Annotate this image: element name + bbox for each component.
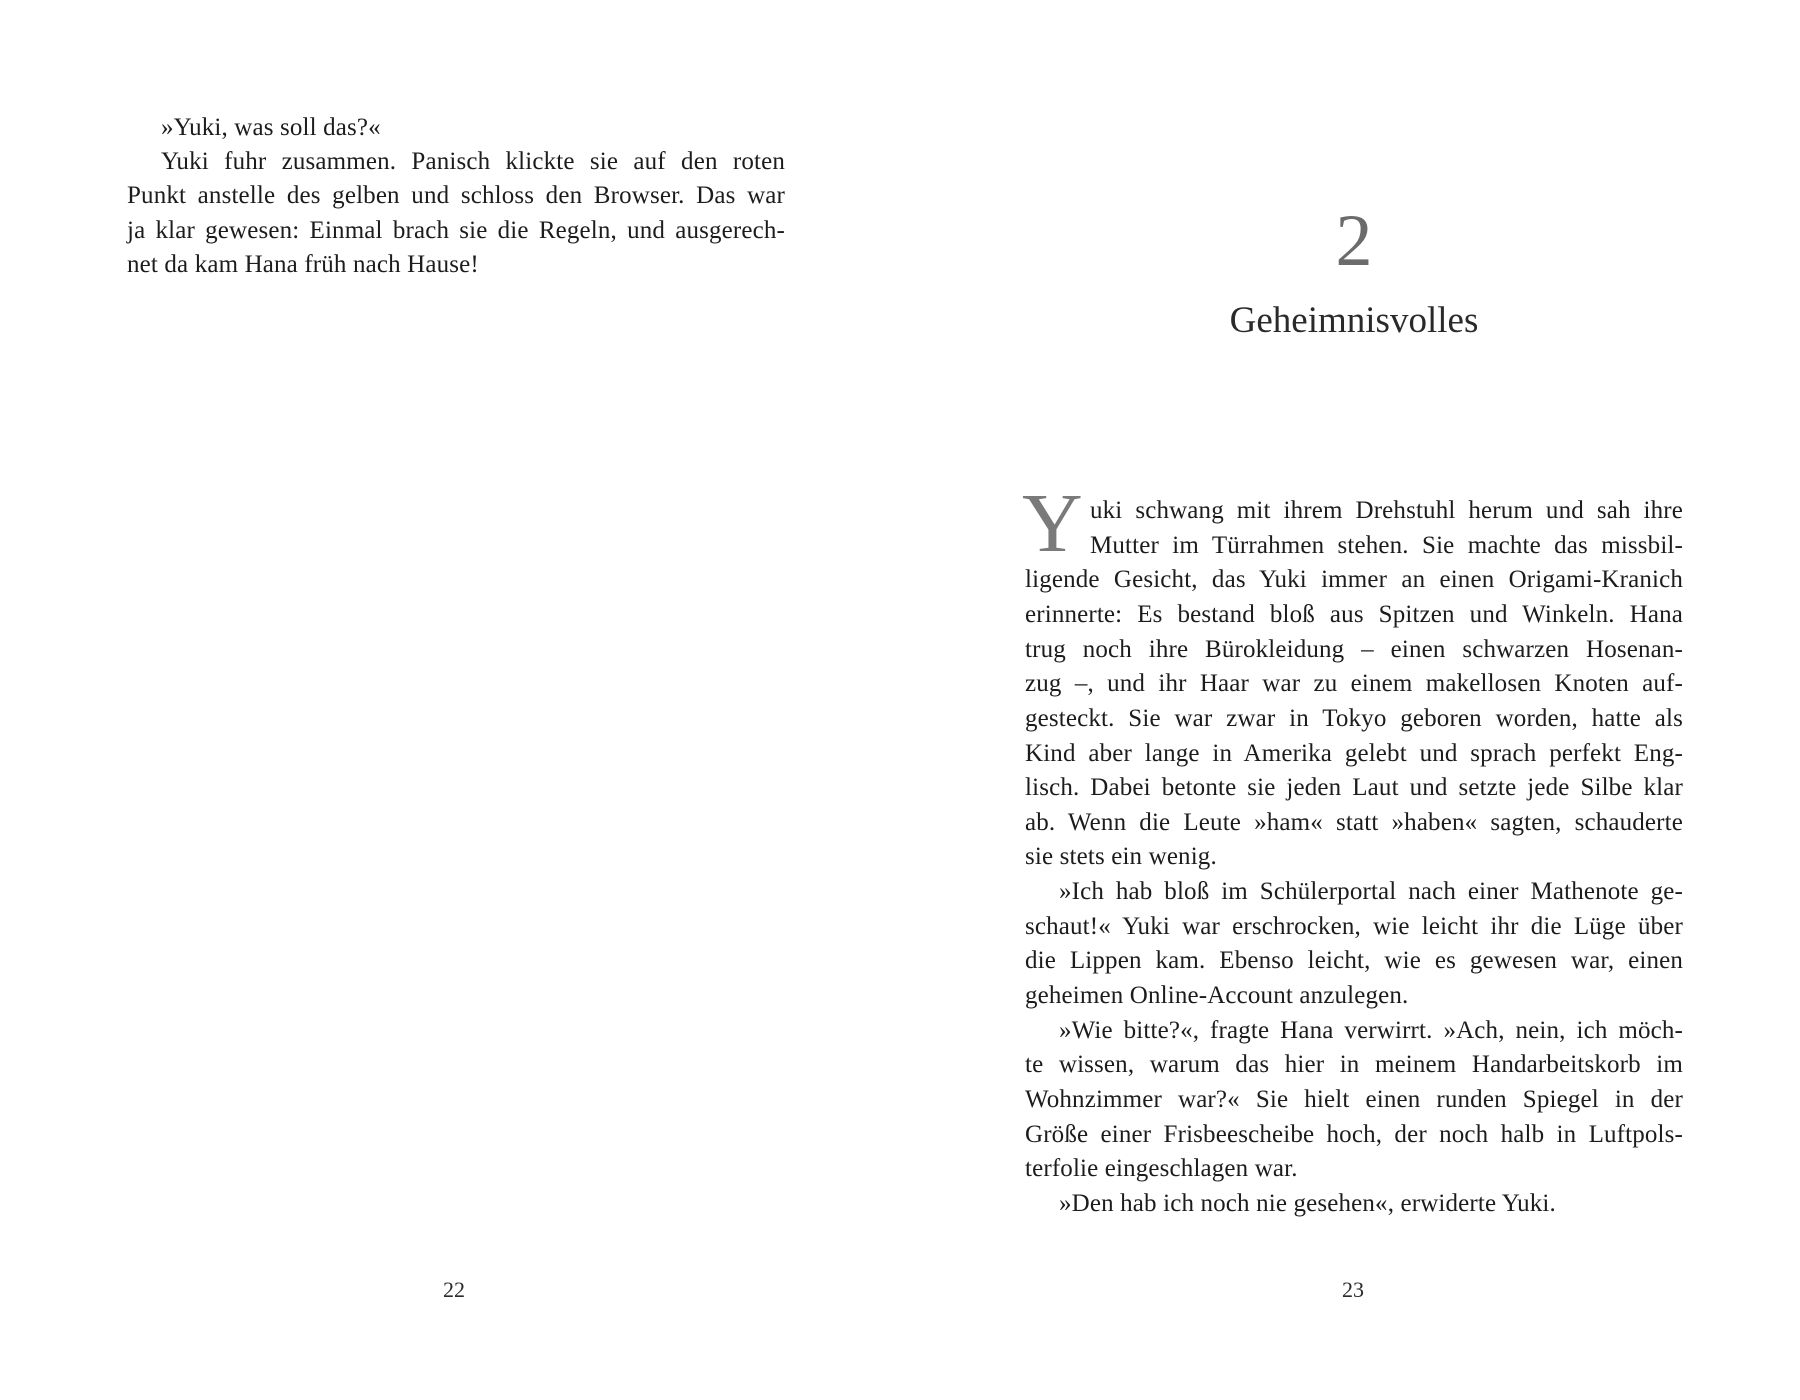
text-line: Punkt anstelle des gelben und schloss den Browser. Das war (127, 182, 785, 209)
text-line: »Den hab ich noch nie gesehen«, erwiderte Yuki. (1059, 1190, 1556, 1217)
text-line: Kind aber lange in Amerika gelebt und sprach perfekt Eng- (1025, 740, 1683, 767)
text-line: ab. Wenn die Leute »ham« statt »haben« sagten, schauderte (1025, 809, 1683, 836)
text-line: Wohnzimmer war?« Sie hielt einen runden Spiegel in der (1025, 1086, 1683, 1113)
text-line: gesteckt. Sie war zwar in Tokyo geboren worden, hatte als (1025, 705, 1683, 732)
text-line: »Wie bitte?«, fragte Hana verwirrt. »Ach, nein, ich möch- (1059, 1017, 1683, 1044)
text-line: trug noch ihre Bürokleidung – einen schwarzen Hosenan- (1025, 636, 1683, 663)
text-line: Yuki fuhr zusammen. Panisch klickte sie auf den roten (161, 148, 785, 175)
text-line: ja klar gewesen: Einmal brach sie die Regeln, und ausgerech- (127, 217, 785, 244)
text-line: lisch. Dabei betonte sie jeden Laut und setzte jede Silbe klar (1025, 774, 1683, 801)
text-line: uki schwang mit ihrem Drehstuhl herum und sah ihre (1090, 497, 1683, 524)
text-line: Mutter im Türrahmen stehen. Sie machte das missbil- (1090, 532, 1683, 559)
text-line: die Lippen kam. Ebenso leicht, wie es gewesen war, einen (1025, 947, 1683, 974)
text-line: »Yuki, was soll das?« (161, 114, 381, 141)
text-line: ligende Gesicht, das Yuki immer an einen Origami-Kranich (1025, 566, 1683, 593)
text-line: erinnerte: Es bestand bloß aus Spitzen und Winkeln. Hana (1025, 601, 1683, 628)
drop-cap: Y (1022, 477, 1083, 570)
text-line: net da kam Hana früh nach Hause! (127, 251, 479, 278)
text-line: Größe einer Frisbeescheibe hoch, der noch halb in Luftpols- (1025, 1121, 1683, 1148)
text-line: »Ich hab bloß im Schülerportal nach einer Mathenote ge- (1059, 878, 1683, 905)
chapter-title: Geheimnisvolles (1229, 300, 1479, 341)
text-line: schaut!« Yuki war erschrocken, wie leicht ihr die Lüge über (1025, 913, 1683, 940)
text-line: geheimen Online-Account anzulegen. (1025, 982, 1409, 1009)
text-line: terfolie eingeschlagen war. (1025, 1155, 1298, 1182)
chapter-number: 2 (1335, 200, 1373, 282)
text-line: zug –, und ihr Haar war zu einem makellosen Knoten auf- (1025, 670, 1683, 697)
page-number-right: 23 (1342, 1277, 1364, 1302)
page-number-left: 22 (443, 1277, 465, 1302)
text-line: te wissen, warum das hier in meinem Handarbeitskorb im (1025, 1051, 1683, 1078)
text-line: sie stets ein wenig. (1025, 843, 1217, 870)
